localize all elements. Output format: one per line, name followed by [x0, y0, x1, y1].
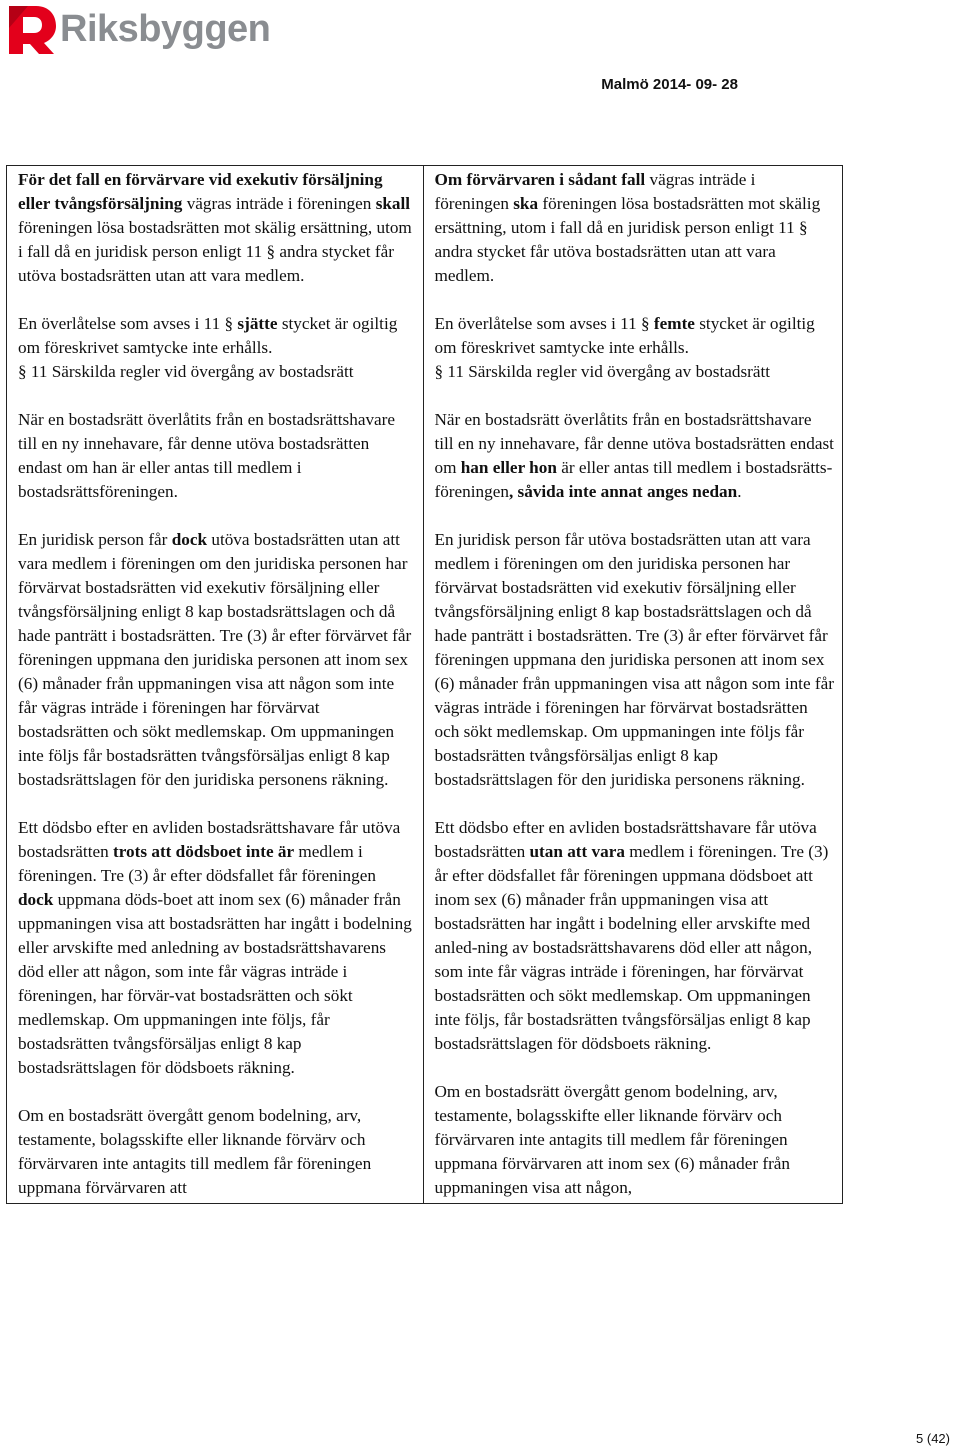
- text-run: dock: [18, 890, 54, 909]
- text-run: medlem i föreningen. Tre (3) år efter dödsfallet får föreningen uppmana dödsboet att inom sex (6) månader från uppmaningen visa att bostadsrätten har ingått i bodelning eller arvskifte med anled-ning av bostadsrättshavarens död eller att någon, som inte får vägras inträde i föreningen, har förvärvat bostadsrätten och sökt medlemskap. Om uppmaningen inte följs, får bostadsrätten tvångsförsäljas enligt 8 kap bostadsrättslagen för dödsboets räkning.: [434, 842, 829, 1053]
- text-run: Om en bostadsrätt övergått genom bodelning, arv, testamente, bolagsskifte eller liknande förvärv och förvärvaren inte antagits till medlem får föreningen uppmana förvärvaren att inom sex (6) månader från uppmaningen visa att någon,: [434, 1082, 791, 1197]
- text-run: dock: [171, 530, 208, 549]
- riksbyggen-logo: [6, 4, 270, 56]
- text-run: vägras inträde i föreningen: [182, 194, 376, 213]
- text-run: föreningen lösa bostadsrätten mot skälig ersättning, utom i fall då en juridisk person enligt 11 § andra stycket får utöva bostadsrätten utan att vara medlem.: [434, 194, 821, 285]
- text-run: , såvida inte annat anges nedan: [508, 482, 738, 501]
- left-paragraph-3: [18, 408, 413, 504]
- page-number: 5 (42): [916, 1431, 950, 1446]
- left-paragraph-2: [18, 312, 413, 360]
- text-run: Om en bostadsrätt övergått genom bodelning, arv, testamente, bolagsskifte eller liknande förvärv och förvärvaren inte antagits till medlem får föreningen uppmana förvärvaren att: [18, 1106, 372, 1197]
- text-run: uppmana döds-boet att inom sex (6) månader från uppmaningen visa att bostadsrätten har ingått i bodelning eller arvskifte med anledning av bostadsrättshavarens död eller att någon, som inte får vägras inträde i föreningen, har förvär-vat bostadsrätten och sökt medlemskap. Om uppmaningen inte följs, får bostadsrätten tvångsförsäljas enligt 8 kap bostadsrättslagen för dödsboets räkning.: [18, 890, 412, 1077]
- logo-wordmark: Riksbyggen: [60, 7, 271, 50]
- riksbyggen-logo-mark-icon: [6, 4, 58, 56]
- text-run: Om förvärvaren i sådant fall: [434, 170, 646, 189]
- right-paragraph-1: [434, 168, 834, 288]
- text-run: sjätte: [237, 314, 278, 333]
- text-run: är eller antas till medlem i bostadsrätts-föreningen: [434, 458, 833, 501]
- left-paragraph-5: [18, 816, 413, 1080]
- text-run: vägras inträde i föreningen: [434, 170, 756, 213]
- left-column: [7, 166, 424, 1204]
- right-paragraph-4: [434, 528, 834, 792]
- right-paragraph-2: [434, 312, 834, 360]
- text-run: Ett dödsbo efter en avliden bostadsrättshavare får utöva bostadsrätten: [18, 818, 401, 861]
- text-run: .: [737, 482, 742, 501]
- text-run: En överlåtelse som avses i 11 §: [18, 314, 238, 333]
- text-run: medlem i föreningen. Tre (3) år efter dödsfallet får föreningen: [18, 842, 376, 885]
- right-column: [424, 166, 843, 1204]
- text-run: En överlåtelse som avses i 11 §: [434, 314, 654, 333]
- text-run: stycket är ogiltig om föreskrivet samtycke inte erhålls.: [18, 314, 398, 357]
- right-paragraph-6: [434, 1080, 834, 1200]
- right-section-heading: § 11 Särskilda regler vid övergång av bostadsrätt: [434, 362, 771, 381]
- text-run: En juridisk person får: [18, 530, 172, 549]
- right-paragraph-5: [434, 816, 834, 1056]
- text-run: En juridisk person får utöva bostadsrätten utan att vara medlem i föreningen om den juridiska personen har förvärvat bostadsrätten vid exekutiv försäljning eller tvångsförsäljning enligt 8 kap bostadsrättslagen och då hade panträtt i bostadsrätten. Tre (3) år efter förvärvet får föreningen uppmana den juridiska personen att inom sex (6) månader från uppmaningen visa att någon som inte får vägras inträde i föreningen har förvärvat bostadsrätten och sökt medlemskap. Om uppmaningen inte följs får bostadsrätten tvångsförsäljas enligt 8 kap bostadsrättslagen för den juridiska personens räkning.: [434, 530, 834, 789]
- table-row: [7, 166, 843, 1204]
- text-run: femte: [653, 314, 695, 333]
- text-run: han eller hon: [460, 458, 557, 477]
- text-run: ska: [513, 194, 539, 213]
- text-run: När en bostadsrätt överlåtits från en bostadsrättshavare till en ny innehavare, får denne utöva bostadsrätten endast om: [434, 410, 834, 477]
- left-paragraph-1: [18, 168, 413, 288]
- comparison-table: [6, 165, 843, 1204]
- text-run: föreningen lösa bostadsrätten mot skälig ersättning, utom i fall då en juridisk person enligt 11 § andra stycket får utöva bostadsrätten utan att vara medlem.: [18, 218, 412, 285]
- text-run: För det fall en förvärvare vid exekutiv försäljning eller tvångsförsäljning: [18, 170, 383, 213]
- text-run: utöva bostadsrätten utan att vara medlem i föreningen om den juridiska personen har förvärvat bostadsrätten vid exekutiv försäljning eller tvångsförsäljning enligt 8 kap bostadsrättslagen och då hade panträtt i bostadsrätten. Tre (3) år efter förvärvet får föreningen uppmana den juridiska personen att inom sex (6) månader från uppmaningen visa att någon som inte får vägras inträde i föreningen har förvärvat bostadsrätten och sökt medlemskap. Om uppmaningen inte följs får bostadsrätten tvångsförsäljas enligt 8 kap bostadsrättslagen för den juridiska personens räkning.: [18, 530, 412, 789]
- left-paragraph-4: [18, 528, 413, 792]
- text-run: stycket är ogiltig om föreskrivet samtycke inte erhålls.: [434, 314, 815, 357]
- text-run: trots att dödsboet inte är: [113, 842, 295, 861]
- date-line: Malmö 2014- 09- 28: [601, 76, 738, 93]
- text-run: utan att vara: [529, 842, 625, 861]
- left-paragraph-6: [18, 1104, 413, 1200]
- left-section-heading: § 11 Särskilda regler vid övergång av bostadsrätt: [18, 362, 354, 381]
- right-paragraph-3: [434, 408, 834, 504]
- text-run: skall: [375, 194, 411, 213]
- text-run: När en bostadsrätt överlåtits från en bostadsrättshavare till en ny innehavare, får denne utöva bostadsrätten endast om han är eller antas till medlem i bostadsrättsföreningen.: [18, 410, 396, 501]
- text-run: Ett dödsbo efter en avliden bostadsrättshavare får utöva bostadsrätten: [434, 818, 817, 861]
